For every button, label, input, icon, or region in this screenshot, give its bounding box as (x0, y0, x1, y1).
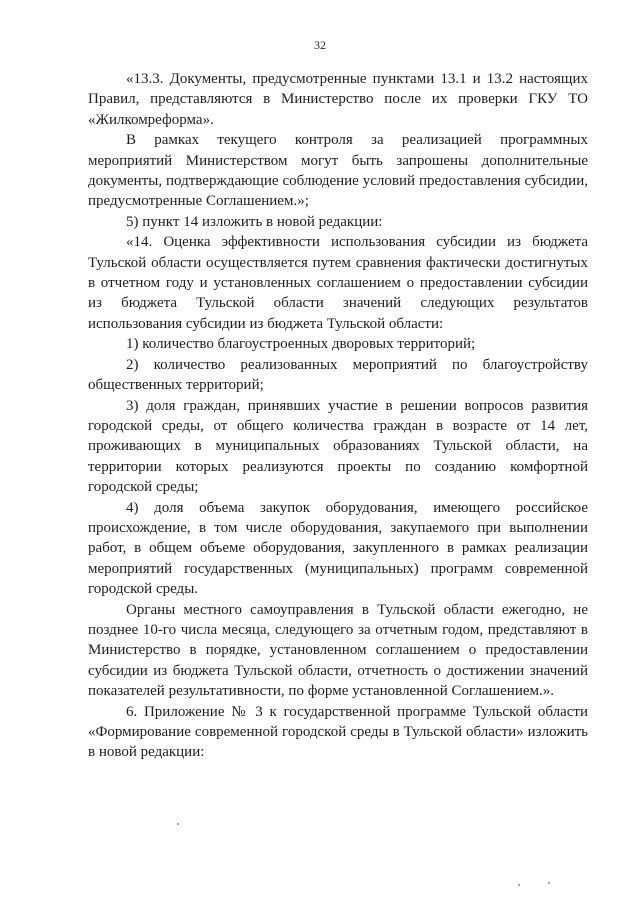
scan-speck (548, 882, 550, 884)
paragraph-control: В рамках текущего контроля за реализацией программных мероприятий Министерством могут быть запрошены дополнительные документы, подтверждающие соблюдение условий предоставления субсидии, предусмотренные Соглашением.»; (88, 132, 588, 210)
list-item-1: 1) количество благоустроенных дворовых территорий; (126, 336, 476, 353)
paragraph-14: «14. Оценка эффективности использования субсидии из бюджета Тульской области осуществляется путем сравнения фактически достигнутых в отчетном году и установленных соглашением о предоставлении субсидии из бюджета Тульской области значений следующих результатов использования субсидии из бюджета Тульской области: (88, 234, 588, 332)
paragraph-13-3: «13.3. Документы, предусмотренные пунктами 13.1 и 13.2 настоящих Правил, представляются в Министерство после их проверки ГКУ ТО «Жилкомреформа». (88, 71, 588, 128)
document-body (88, 69, 588, 763)
paragraph-appendix-3: 6. Приложение № 3 к государственной программе Тульской области «Формирование современной городской среды в Тульской области» изложить в новой редакции: (88, 703, 588, 761)
paragraph-item-5: 5) пункт 14 изложить в новой редакции: (126, 213, 383, 230)
scan-speck (518, 884, 520, 886)
list-item-2: 2) количество реализованных мероприятий по благоустройству общественных территорий; (88, 356, 588, 394)
page-number: 32 (314, 38, 326, 52)
list-item-3: 3) доля граждан, принявших участие в решении вопросов развития городской среды, от общего количества граждан в возрасте от 14 лет, проживающих в муниципальных образованиях Тульской области, на территории которых реализуются проекты по созданию комфортной городской среды; (88, 397, 588, 496)
list-item-4: 4) доля объема закупок оборудования, имеющего российское происхождение, в том числе оборудования, закупаемого при выполнении работ, в общем объеме оборудования, закупленного в рамках реализации мероприятий государственных (муниципальных) программ современной городской среды. (88, 499, 588, 598)
scan-speck (177, 823, 179, 825)
paragraph-reporting: Органы местного самоуправления в Тульской области ежегодно, не позднее 10-го числа месяца, следующего за отчетным годом, представляют в Министерство в порядке, установленном соглашением о предоставлении субсидии из бюджета Тульской области, отчетность о достижении значений показателей результативности, по форме установленной Соглашением.». (88, 601, 588, 700)
